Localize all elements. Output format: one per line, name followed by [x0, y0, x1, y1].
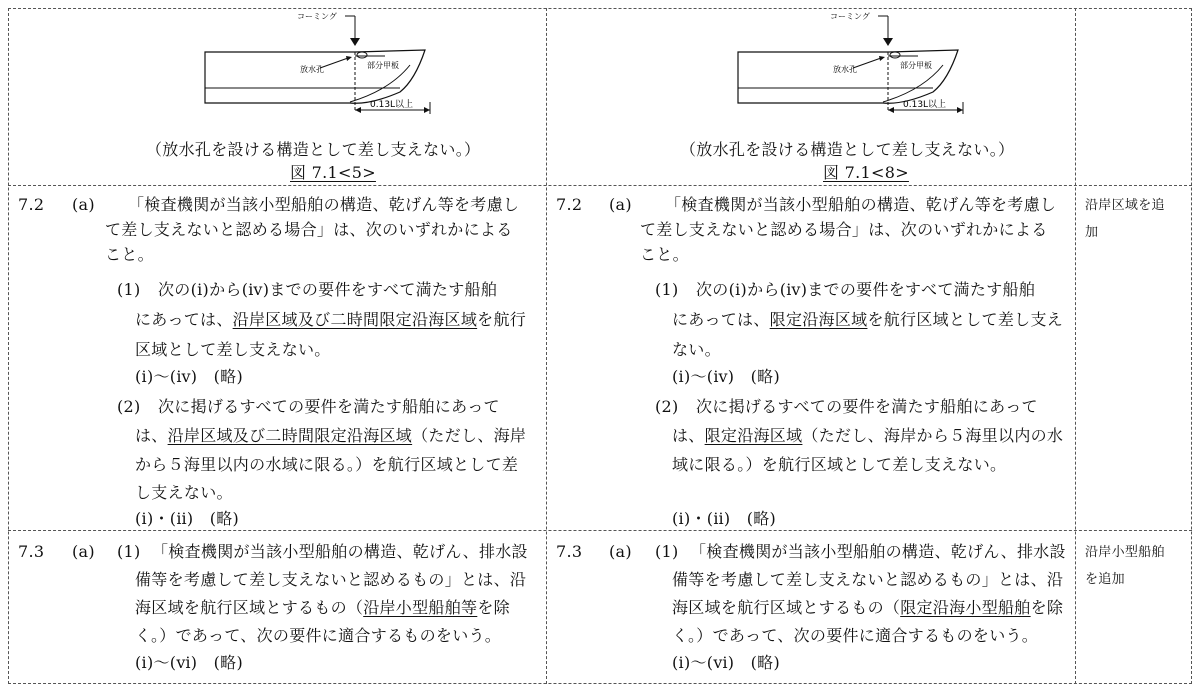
drain-label: 放水孔 — [300, 65, 324, 74]
underlined-term: 限定沿海区域 — [769, 310, 868, 329]
omitted-items: (ⅰ)・(ⅱ) (略) — [672, 509, 777, 528]
row-divider — [8, 530, 1192, 531]
text-line: こと。 — [640, 245, 689, 264]
text-line: ない。 — [672, 340, 721, 359]
hull-diagram-right — [733, 10, 993, 120]
text-line: にあっては、限定沿海区域を航行区域として差し支え — [672, 310, 1064, 329]
section-number: 7.3 — [18, 542, 45, 561]
revision-note: 沿岸小型船舶 — [1085, 545, 1165, 560]
text-line: 域に限る。）を航行区域として差し支えない。 — [672, 455, 1007, 474]
text-line: 海区域を航行区域とするもの（限定沿海小型船舶を除 — [672, 598, 1064, 617]
text-line: は、沿岸区域及び二時間限定沿海区域（ただし、海岸 — [135, 426, 527, 445]
underlined-term: 限定沿海小型船舶 — [900, 598, 1031, 617]
drain-label: 放水孔 — [833, 65, 857, 74]
paragraph-number: (2) — [117, 397, 141, 416]
item-label: (a) — [72, 542, 95, 561]
underlined-term: 限定沿海区域 — [704, 426, 803, 445]
text-line: く。）であって、次の要件に適合するものをいう。 — [672, 626, 1039, 645]
figure-number: 図 7.1<8> — [823, 163, 909, 182]
underlined-term: 沿岸小型船舶等 — [363, 598, 478, 617]
hull-diagram-left — [200, 10, 460, 120]
text-line: 次の(ⅰ)から(ⅳ)までの要件をすべて満たす船舶 — [158, 280, 498, 299]
text-line: く。）であって、次の要件に適合するものをいう。 — [135, 626, 502, 645]
section-number: 7.2 — [556, 195, 583, 214]
text-line: 次に掲げるすべての要件を満たす船舶にあって — [158, 397, 500, 416]
text-line: 「検査機関が当該小型船舶の構造、乾げん等を考慮し — [665, 195, 1057, 214]
coaming-label: コーミング — [297, 12, 337, 21]
text-line: 「検査機関が当該小型船舶の構造、乾げん等を考慮し — [128, 195, 520, 214]
text-line: から５海里以内の水域に限る。）を航行区域として差 — [135, 455, 519, 474]
text-line: 次に掲げるすべての要件を満たす船舶にあって — [696, 397, 1038, 416]
deck-label: 部分甲板 — [900, 61, 932, 70]
text-line: て差し支えないと認める場合」は、次のいずれかによる — [105, 220, 513, 239]
text-line: 「検査機関が当該小型船舶の構造、乾げん、排水設 — [152, 542, 528, 561]
column-divider — [546, 8, 547, 684]
text-line: 区域として差し支えない。 — [135, 340, 331, 359]
revision-note: 沿岸区域を追 — [1085, 198, 1165, 213]
omitted-items: (ⅰ)～(ⅳ) (略) — [135, 367, 244, 386]
text-line: は、限定沿海区域（ただし、海岸から５海里以内の水 — [672, 426, 1064, 445]
coaming-label: コーミング — [830, 12, 870, 21]
paragraph-number: (1) — [117, 280, 141, 299]
underlined-term: 沿岸区域及び二時間限定沿海区域 — [167, 426, 413, 445]
paragraph-number: (2) — [655, 397, 679, 416]
paragraph-number: (1) — [117, 542, 141, 561]
revision-note: 加 — [1085, 225, 1099, 240]
deck-label: 部分甲板 — [367, 61, 399, 70]
text-line: 次の(ⅰ)から(ⅳ)までの要件をすべて満たす船舶 — [696, 280, 1036, 299]
item-label: (a) — [72, 195, 95, 214]
text-line: 備等を考慮して差し支えないと認めるもの」とは、沿 — [672, 570, 1064, 589]
text-line: て差し支えないと認める場合」は、次のいずれかによる — [640, 220, 1048, 239]
dimension-label: 0.13L以上 — [903, 100, 947, 110]
section-number: 7.3 — [556, 542, 583, 561]
figure-number: 図 7.1<5> — [290, 163, 376, 182]
dimension-label: 0.13L以上 — [370, 100, 414, 110]
omitted-items: (ⅰ)～(ⅵ) (略) — [135, 653, 244, 672]
item-label: (a) — [609, 195, 632, 214]
column-divider — [1075, 8, 1076, 684]
paragraph-number: (1) — [655, 280, 679, 299]
text-line: 海区域を航行区域とするもの（沿岸小型船舶等を除 — [135, 598, 510, 617]
text-line: にあっては、沿岸区域及び二時間限定沿海区域を航行 — [135, 310, 527, 329]
omitted-items: (ⅰ)～(ⅵ) (略) — [672, 653, 781, 672]
row-divider — [8, 185, 1192, 186]
text-line: 備等を考慮して差し支えないと認めるもの」とは、沿 — [135, 570, 527, 589]
section-number: 7.2 — [18, 195, 45, 214]
figure-caption: （放水孔を設ける構造として差し支えない。） — [146, 140, 481, 159]
text-line: こと。 — [105, 245, 154, 264]
omitted-items: (ⅰ)～(ⅳ) (略) — [672, 367, 781, 386]
underlined-term: 沿岸区域及び二時間限定沿海区域 — [232, 310, 478, 329]
text-line: 「検査機関が当該小型船舶の構造、乾げん、排水設 — [690, 542, 1066, 561]
text-line: し支えない。 — [135, 483, 233, 502]
omitted-items: (ⅰ)・(ⅱ) (略) — [135, 509, 240, 528]
revision-note: を追加 — [1085, 572, 1125, 587]
item-label: (a) — [609, 542, 632, 561]
paragraph-number: (1) — [655, 542, 679, 561]
figure-caption: （放水孔を設ける構造として差し支えない。） — [680, 140, 1015, 159]
